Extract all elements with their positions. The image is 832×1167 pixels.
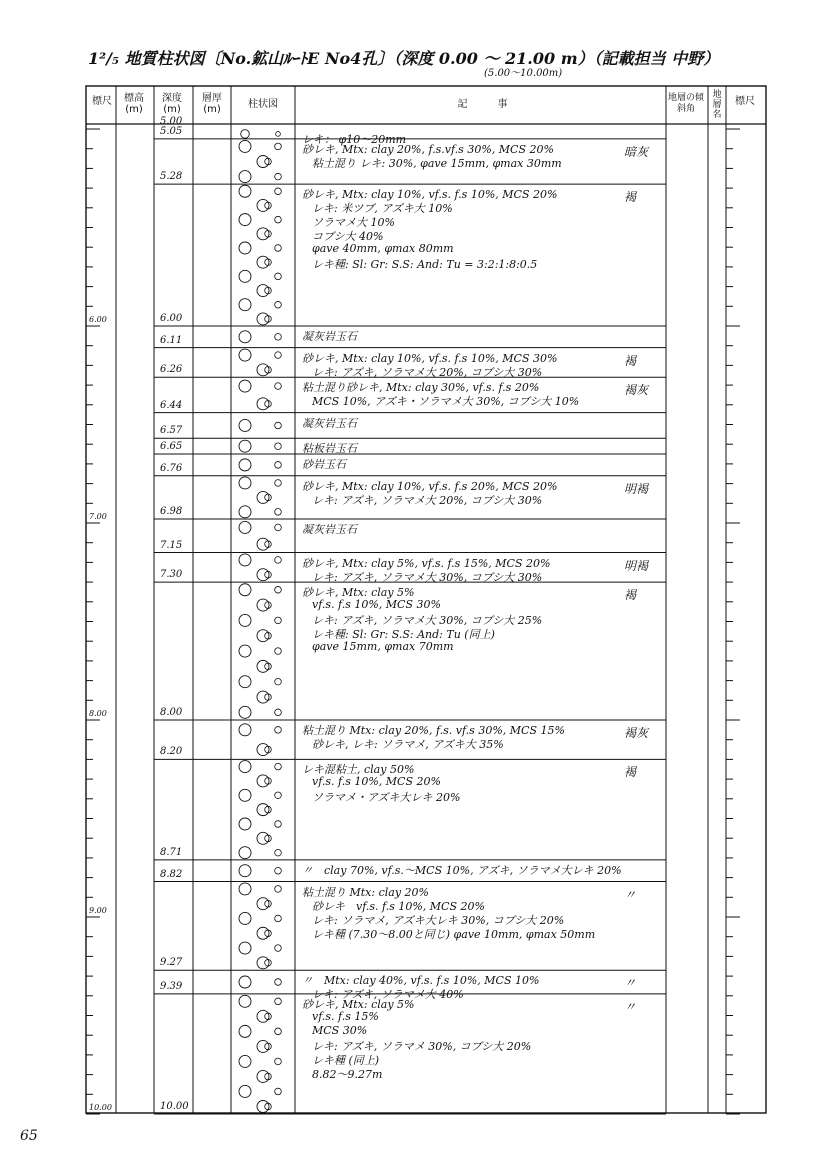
gravel-symbol [275, 173, 282, 180]
gravel-symbol [265, 571, 272, 578]
header-column: 柱状図 [248, 99, 278, 110]
layer-color: 〃 [624, 976, 637, 991]
gravel-symbol [239, 761, 251, 773]
gravel-symbol [257, 285, 269, 297]
gravel-symbol [265, 694, 272, 701]
gravel-symbol [265, 1103, 272, 1110]
layer-description-line: 8.82～9.27m [312, 1067, 383, 1081]
gravel-symbol [275, 586, 282, 593]
gravel-symbol [275, 422, 282, 429]
scale-label: 9.00 [89, 906, 107, 915]
gravel-symbol [257, 364, 269, 376]
layer-description-line: 砂レキ vf.s. f.s 10%, MCS 20% [312, 899, 485, 913]
gravel-symbol [265, 316, 272, 323]
gravel-symbol [275, 821, 282, 828]
gravel-symbol [257, 898, 269, 910]
gravel-symbol [265, 900, 272, 907]
gravel-symbol [275, 867, 282, 874]
layer-color: 褐 [624, 765, 637, 780]
gravel-symbol [275, 915, 282, 922]
layer-description-line: 粘板岩玉石 [302, 442, 357, 456]
depth-label: 7.30 [160, 569, 183, 581]
gravel-symbol [275, 945, 282, 952]
gravel-symbol [265, 1013, 272, 1020]
gravel-symbol [265, 632, 272, 639]
gravel-symbol [239, 521, 251, 533]
gravel-symbol [257, 1070, 269, 1082]
gravel-symbol [275, 727, 282, 734]
gravel-symbol [275, 1028, 282, 1035]
page-title-subrange: (5.00～10.00m) [484, 68, 563, 79]
gravel-symbol [239, 942, 251, 954]
gravel-symbol [239, 847, 251, 859]
gravel-symbol [239, 380, 251, 392]
gravel-symbol [239, 818, 251, 830]
layer-description-line: 〃 clay 70%, vf.s.～MCS 10%, アズキ, ソラマメ大レキ 20% [302, 863, 622, 877]
layer-description-line: 粘土混り Mtx: clay 20% [302, 885, 429, 899]
gravel-symbol [275, 443, 282, 450]
gravel-symbol [265, 1043, 272, 1050]
gravel-symbol [265, 746, 272, 753]
layer-description-line: 砂レキ, Mtx: clay 10%, vf.s. f.s 10%, MCS 30% [302, 351, 558, 365]
gravel-symbol [265, 494, 272, 501]
gravel-symbol [265, 158, 272, 165]
gravel-symbol [239, 1085, 251, 1097]
gravel-symbol [239, 883, 251, 895]
gravel-symbol [257, 630, 269, 642]
gravel-symbol [275, 216, 282, 223]
page-title-text: 1²/₅ 地質柱状図〔No.鉱山ﾙｰﾄE No4孔〕（深度 0.00 ～ 21.00 m）（記載担当 中野） [88, 49, 720, 68]
layer-description-line: レキ種: Sl: Gr: S.S: And: Tu = 3:2:1:8:0.5 [312, 258, 538, 272]
depth-label: 5.00 [160, 116, 183, 127]
gravel-symbol [257, 199, 269, 211]
layer-description-line: MCS 30% [312, 1023, 368, 1037]
depth-label: 10.00 [160, 1101, 189, 1112]
gravel-symbol [257, 313, 269, 325]
page-number: 65 [20, 1128, 38, 1144]
depth-label: 8.71 [160, 846, 183, 858]
layer-color: 褐 [624, 588, 637, 603]
layer-description-line: 〃 Mtx: clay 40%, vf.s. f.s 10%, MCS 10% [302, 974, 540, 988]
gravel-symbol [276, 132, 281, 137]
scale-label: 6.00 [89, 315, 107, 324]
gravel-symbol [257, 156, 269, 168]
gravel-symbol [265, 960, 272, 967]
layer-description-line: 粘土混り レキ: 30%, φave 15mm, φmax 30mm [312, 156, 562, 170]
gravel-symbol [239, 706, 251, 718]
gravel-symbol [239, 676, 251, 688]
layer-description-line: 砂レキ, Mtx: clay 10%, vf.s. f.s 20%, MCS 20% [302, 479, 558, 493]
gravel-symbol [239, 584, 251, 596]
gravel-symbol [275, 886, 282, 893]
layer-description-line: 砂レキ, Mtx: clay 20%, f.s.vf.s 30%, MCS 20% [302, 142, 554, 156]
gravel-symbol [275, 334, 282, 341]
gravel-symbol [265, 602, 272, 609]
gravel-symbol [257, 538, 269, 550]
depth-label: 5.28 [160, 171, 183, 183]
scale-label: 10.00 [89, 1103, 112, 1112]
layer-description-line: レキ: ソラマメ, アズキ大レキ 30%, コブシ大 20% [312, 913, 565, 927]
layer-description-line: レキ: アズキ, ソラマメ大 40% [312, 988, 464, 1002]
layer-description-line: 凝灰岩玉石 [302, 523, 357, 537]
depth-label: 7.15 [160, 539, 183, 551]
layer-description-line: レキ: アズキ, ソラマメ大 30%, コブシ大 25% [312, 614, 543, 628]
layer-description-line: レキ： φ10～20mm [302, 133, 407, 146]
header-scale-right: 標尺 [735, 96, 755, 107]
gravel-symbol [275, 273, 282, 280]
gravel-symbol [265, 835, 272, 842]
gravel-symbol [257, 957, 269, 969]
gravel-symbol [275, 301, 282, 308]
layer-description-line: レキ: 米ツブ, アズキ大 10% [312, 202, 453, 216]
gravel-symbol [275, 462, 282, 469]
layer-description-line: φave 15mm, φmax 70mm [312, 640, 454, 654]
gravel-symbol [257, 804, 269, 816]
gravel-symbol [239, 440, 251, 452]
gravel-symbol [275, 480, 282, 487]
layer-color: 明褐 [624, 481, 649, 496]
layer-description-line: MCS 10%, アズキ・ソラマメ大 30%, コブシ大 10% [312, 395, 580, 409]
gravel-symbol [239, 976, 251, 988]
gravel-symbol [239, 995, 251, 1007]
gravel-symbol [257, 491, 269, 503]
layer-description-line: 砂レキ, Mtx: clay 5% [302, 586, 415, 600]
gravel-symbol [275, 524, 282, 531]
layer-description-line: 粘土混り Mtx: clay 20%, f.s. vf.s 30%, MCS 15% [302, 724, 565, 737]
gravel-symbol [257, 228, 269, 240]
gravel-symbol [275, 1088, 282, 1095]
gravel-symbol [265, 663, 272, 670]
header-dip: 地層の傾斜角 [667, 93, 704, 114]
header-depth: 深度(m) [162, 93, 182, 115]
layer-color: 褐 [624, 353, 637, 368]
gravel-symbol [239, 645, 251, 657]
gravel-symbol [275, 763, 282, 770]
gravel-symbol [275, 383, 282, 390]
gravel-symbol [239, 214, 251, 226]
depth-label: 8.20 [160, 746, 183, 758]
gravel-symbol [275, 188, 282, 195]
layer-description-line: レキ: アズキ, ソラマメ 30%, コブシ大 20% [312, 1039, 532, 1053]
header-thickness: 層厚(m) [202, 93, 222, 115]
depth-label: 8.00 [160, 707, 183, 718]
layer-description-line: 粘土混り砂レキ, Mtx: clay 30%, vf.s. f.s 20% [302, 381, 540, 395]
layer-description-line: レキ: アズキ, ソラマメ大 20%, コブシ大 30% [312, 365, 543, 379]
gravel-symbol [257, 1010, 269, 1022]
layer-color: 〃 [624, 999, 637, 1014]
gravel-symbol [239, 140, 251, 152]
depth-label: 6.98 [160, 506, 183, 518]
layer-description-line: 砂レキ, Mtx: clay 5% [302, 997, 415, 1011]
layer-description-line: ソラマメ大 10% [312, 216, 395, 230]
gravel-symbol [257, 398, 269, 410]
layer-color: 〃 [624, 887, 637, 902]
gravel-symbol [275, 709, 282, 716]
depth-label: 8.82 [160, 868, 183, 880]
layer-description-line: 砂レキ, Mtx: clay 5%, vf.s. f.s 15%, MCS 20% [302, 556, 551, 570]
layer-color: 褐灰 [624, 383, 649, 398]
depth-label: 5.05 [160, 125, 183, 137]
gravel-symbol [275, 557, 282, 564]
gravel-symbol [257, 569, 269, 581]
gravel-symbol [265, 806, 272, 813]
gravel-symbol [239, 789, 251, 801]
depth-label: 6.26 [160, 364, 183, 376]
layer-description-line: φave 40mm, φmax 80mm [312, 242, 454, 256]
header-formation: 地層名 [712, 90, 722, 120]
layer-description-line: ソラマメ・アズキ大レキ 20% [312, 791, 461, 805]
gravel-symbol [239, 349, 251, 361]
layer-description-line: 凝灰岩玉石 [302, 330, 357, 343]
gravel-symbol [265, 401, 272, 408]
gravel-symbol [239, 1055, 251, 1067]
depth-label: 6.65 [160, 441, 183, 453]
scale-label: 7.00 [89, 512, 107, 521]
gravel-symbol [239, 331, 251, 343]
gravel-symbol [275, 245, 282, 252]
layer-description-line: 砂岩玉石 [302, 458, 346, 472]
gravel-symbol [275, 509, 282, 516]
gravel-symbol [239, 185, 251, 197]
layer-description-line: レキ種: Sl: Gr: S.S: And: Tu (同上) [312, 628, 495, 642]
gravel-symbol [257, 256, 269, 268]
layer-description-line: コブシ大 40% [312, 230, 384, 244]
layer-description-line: レキ種 (同上) [312, 1053, 380, 1067]
gravel-symbol [257, 599, 269, 611]
depth-label: 6.57 [160, 425, 183, 437]
gravel-symbol [257, 927, 269, 939]
gravel-symbol [275, 352, 282, 359]
layer-color: 明褐 [624, 558, 649, 573]
layer-description-line: 凝灰岩玉石 [302, 416, 357, 430]
header-description: 記 事 [457, 99, 508, 110]
depth-label: 9.39 [160, 980, 183, 992]
gravel-symbol [275, 648, 282, 655]
gravel-symbol [239, 477, 251, 489]
depth-label: 6.76 [160, 462, 183, 474]
gravel-symbol [257, 775, 269, 787]
scale-label: 8.00 [89, 709, 107, 718]
gravel-symbol [239, 554, 251, 566]
gravel-symbol [239, 242, 251, 254]
gravel-symbol [239, 614, 251, 626]
gravel-symbol [257, 660, 269, 672]
layer-description-line: 砂レキ, Mtx: clay 10%, vf.s. f.s 10%, MCS 20% [302, 188, 558, 202]
layer-color: 褐 [624, 190, 637, 205]
gravel-symbol [265, 367, 272, 374]
gravel-symbol [275, 792, 282, 799]
header-scale: 標尺 [92, 96, 112, 107]
gravel-symbol [257, 1100, 269, 1112]
gravel-symbol [257, 1040, 269, 1052]
gravel-symbol [275, 1058, 282, 1065]
gravel-symbol [265, 541, 272, 548]
gravel-symbol [275, 678, 282, 685]
gravel-symbol [241, 130, 250, 139]
gravel-symbol [257, 691, 269, 703]
depth-label: 6.11 [160, 334, 183, 346]
layer-description-line: レキ種 (7.30～8.00と同じ) φave 10mm, φmax 50mm [312, 927, 596, 941]
layer-description-line: レキ: アズキ, ソラマメ大 20%, コブシ大 30% [312, 493, 543, 507]
gravel-symbol [239, 171, 251, 183]
depth-label: 6.00 [160, 313, 183, 324]
gravel-symbol [257, 832, 269, 844]
gravel-symbol [265, 259, 272, 266]
gravel-symbol [275, 617, 282, 624]
gravel-symbol [265, 930, 272, 937]
layer-description-line: レキ混粘土, clay 50% [302, 763, 415, 777]
gravel-symbol [275, 143, 282, 150]
gravel-symbol [265, 202, 272, 209]
depth-label: 9.27 [160, 957, 183, 969]
gravel-symbol [275, 979, 282, 986]
gravel-symbol [257, 744, 269, 756]
layer-description-line: vf.s. f.s 10%, MCS 30% [312, 598, 441, 612]
gravel-symbol [239, 865, 251, 877]
gravel-symbol [265, 1073, 272, 1080]
gravel-symbol [265, 287, 272, 294]
gravel-symbol [275, 849, 282, 856]
gravel-symbol [239, 724, 251, 736]
gravel-symbol [239, 506, 251, 518]
depth-label: 6.44 [160, 399, 183, 411]
gravel-symbol [239, 419, 251, 431]
gravel-symbol [239, 299, 251, 311]
gravel-symbol [275, 998, 282, 1005]
layer-description-line: 砂レキ, レキ: ソラマメ, アズキ大 35% [312, 738, 504, 751]
gravel-symbol [239, 912, 251, 924]
layer-description-line: vf.s. f.s 15% [312, 1009, 379, 1023]
header-elevation: 標高(m) [124, 93, 144, 115]
gravel-symbol [239, 1025, 251, 1037]
gravel-symbol [239, 270, 251, 282]
layer-color: 褐灰 [624, 726, 649, 740]
gravel-symbol [265, 231, 272, 238]
gravel-symbol [239, 459, 251, 471]
layer-description-line: vf.s. f.s 10%, MCS 20% [312, 775, 441, 789]
layer-description-line: レキ: アズキ, ソラマメ大 30%, コブシ大 30% [312, 570, 543, 584]
layer-color: 暗灰 [624, 144, 649, 159]
gravel-symbol [265, 778, 272, 785]
